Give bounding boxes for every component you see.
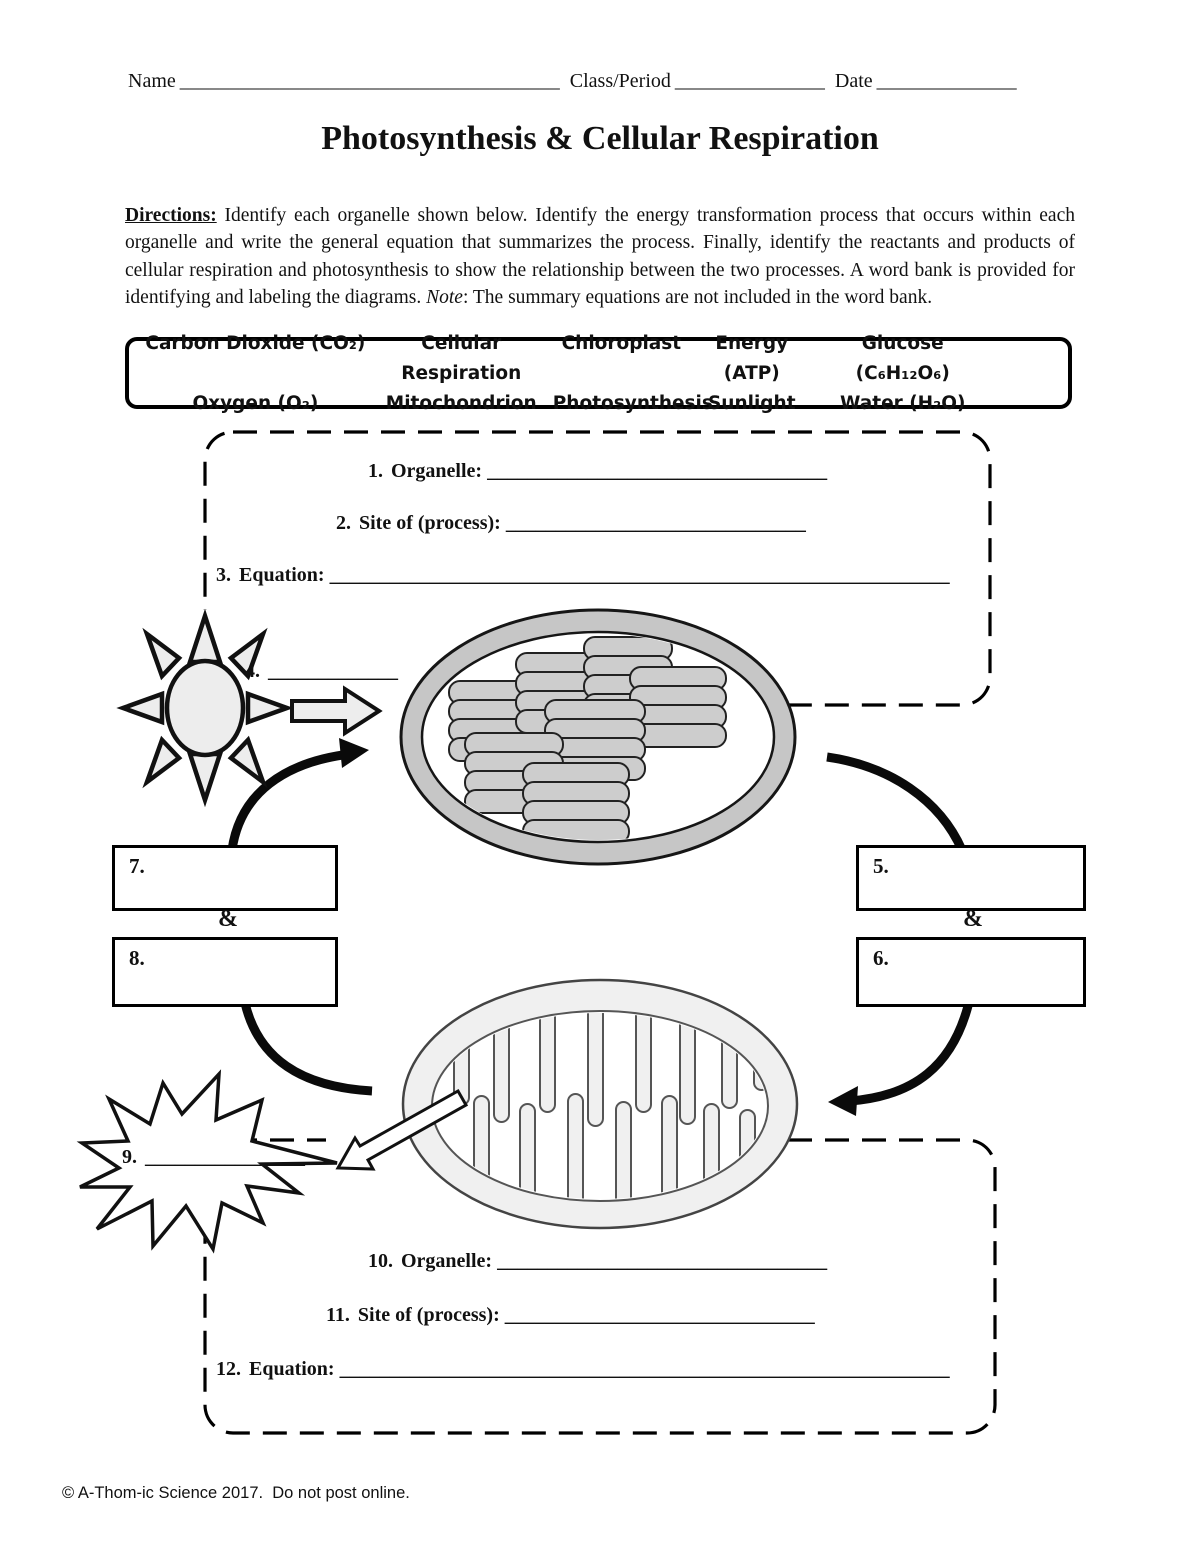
question-1 [368,460,827,483]
answer-box-6 [856,937,1086,1007]
answer-box-5 [856,845,1086,911]
question-10-number: 10. [368,1250,393,1272]
date-blank-line: ______________ [876,70,1017,92]
question-12-blank: _____________________________________________________________ [339,1358,950,1380]
question-10-label: Organelle: [401,1250,493,1272]
word-bank-item: Energy (ATP) [715,333,789,384]
word-bank-item: Carbon Dioxide (CO₂) [145,333,366,354]
class-period-label: Class/Period [569,70,671,92]
cycle-arrow-chloroplast-to-box5 [827,757,962,850]
label-9-number: 9. [122,1146,137,1168]
label-9-blank: ________________ [145,1146,305,1168]
question-3-number: 3. [216,564,231,586]
date-label: Date [834,70,873,92]
directions-label: Directions: [125,204,217,226]
answer-box-5-number: 5. [873,854,889,878]
question-3-label: Equation: [239,564,325,586]
name-label: Name [128,70,176,92]
question-1-number: 1. [368,460,383,482]
word-bank-item: Mitochondrion [385,393,537,414]
question-11-blank: _______________________________ [504,1304,815,1326]
label-4-sunlight [245,660,398,683]
note-word: Note [426,287,463,308]
copyright-notice: © A-Thom-ic Science 2017. Do not post online. [62,1484,410,1502]
question-12 [216,1358,950,1381]
question-11 [326,1304,815,1327]
word-bank-item: Sunlight [707,393,796,414]
cycle-arrow-box6-to-mitochondrion [828,1006,968,1116]
directions-body: Identify each organelle shown below. Identify the energy transformation process that occurs within each organelle and write the general equation that summarizes the process. Finally, identify the reactants and products of cellular respiration and photosynthesis to show the relationship between the two processes. A word bank is provided for identifying and labeling the diagrams. [125,204,1075,308]
answer-box-6-number: 6. [873,946,889,970]
question-2 [336,512,806,535]
label-9-energy [122,1146,305,1169]
label-4-blank: _____________ [268,660,398,682]
page-title: Photosynthesis & Cellular Respiration [321,120,879,157]
question-3-blank: ______________________________________________________________ [329,564,950,586]
word-bank-item: Cellular Respiration [401,333,522,384]
question-12-number: 12. [216,1358,241,1380]
ampersand-left: & [218,906,238,932]
question-3 [216,564,950,587]
answer-box-8-number: 8. [129,946,145,970]
question-10 [368,1250,827,1273]
question-2-blank: ______________________________ [505,512,806,534]
word-bank-item: Oxygen (O₂) [192,393,319,414]
question-2-label: Site of (process): [359,512,501,534]
question-12-label: Equation: [249,1358,335,1380]
question-1-blank: __________________________________ [487,460,828,482]
cycle-arrow-mitochondrion-to-box8 [245,1003,372,1091]
question-11-number: 11. [326,1304,350,1326]
chloroplast-illustration [401,610,795,864]
question-1-label: Organelle: [391,460,483,482]
name-blank-line: ______________________________________ [179,70,560,92]
question-11-label: Site of (process): [357,1304,500,1326]
answer-box-7 [112,845,338,911]
ampersand-right: & [963,906,983,932]
word-bank-item: Photosynthesis [552,393,713,414]
label-4-number: 4. [245,660,260,682]
note-body: : The summary equations are not included in the word bank. [462,287,933,308]
answer-box-7-number: 7. [129,854,145,878]
word-bank-item: Water (H₂O) [840,393,966,414]
question-10-blank: _________________________________ [497,1250,828,1272]
word-bank-item: Glucose (C₆H₁₂O₆) [855,333,950,384]
class-period-blank-line: _______________ [674,70,825,92]
answer-box-8 [112,937,338,1007]
word-bank-item: Chloroplast [561,333,682,354]
question-2-number: 2. [336,512,351,534]
